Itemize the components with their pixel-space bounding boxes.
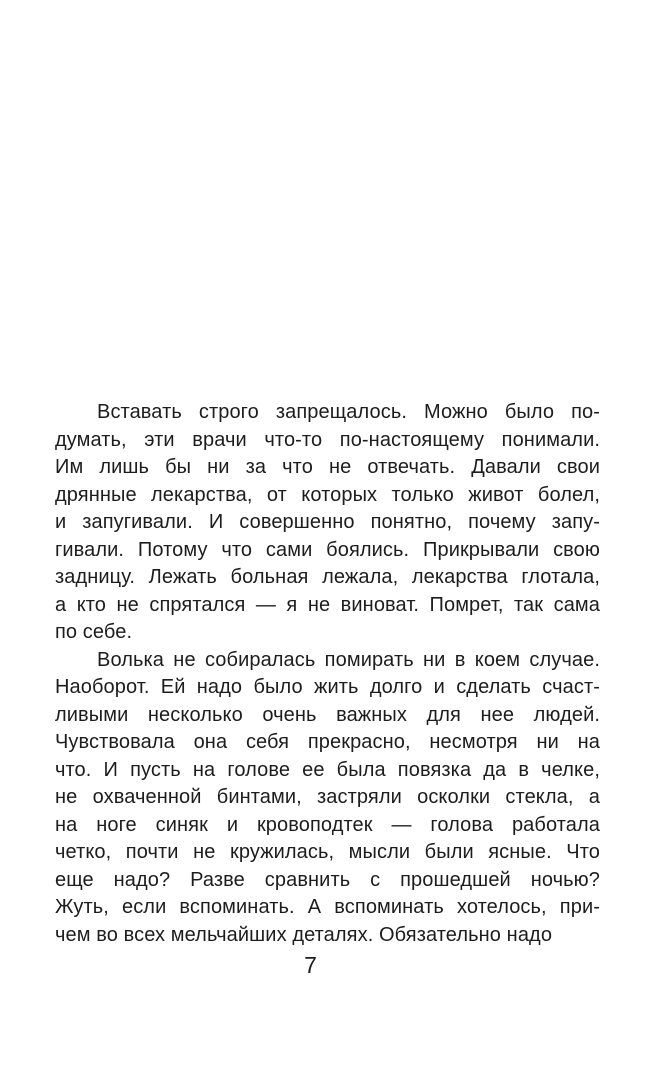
text-line: что. И пусть на голове ее была повязка да в челке,: [55, 758, 600, 781]
text-line: Жуть, если вспоминать. А вспоминать хотелось, при-: [55, 896, 600, 918]
page-text: [55, 399, 600, 949]
text-line: дрянные лекарства, от которых только живот болел,: [55, 483, 600, 506]
text-line: чем во всех мельчайших деталях. Обязательно надо: [55, 923, 553, 946]
text-line: Чувствовала она себя прекрасно, несмотря ни на: [55, 731, 600, 753]
text-line: не охваченной бинтами, застряли осколки стекла, а: [55, 786, 600, 808]
text-line: по себе.: [55, 621, 133, 643]
text-line: гивали. Потому что сами боялись. Прикрывали свою: [55, 538, 600, 561]
text-line: четко, почти не кружилась, мысли были ясные. Что: [55, 841, 600, 863]
text-line: и запугивали. И совершенно понятно, почему запу-: [55, 511, 600, 533]
text-line: а кто не спрятался — я не виноват. Помрет, так сама: [55, 593, 600, 616]
text-line: Вставать строго запрещалось. Можно было по-: [97, 401, 600, 423]
text-line: думать, эти врачи что-то по-настоящему понимали.: [55, 428, 600, 451]
text-line: ливыми несколько очень важных для нее людей.: [55, 703, 600, 726]
text-line: Им лишь бы ни за что не отвечать. Давали свои: [55, 456, 600, 478]
text-line: Наоборот. Ей надо было жить долго и сделать счаст-: [55, 676, 600, 698]
text-line: на ноге синяк и кровоподтек — голова работала: [55, 813, 600, 836]
text-line: еще надо? Разве сравнить с прошедшей ночью?: [55, 868, 600, 891]
text-line: Волька не собиралась помирать ни в коем случае.: [97, 648, 600, 671]
text-line: задницу. Лежать больная лежала, лекарства глотала,: [55, 566, 600, 588]
page-number: 7: [304, 952, 317, 978]
